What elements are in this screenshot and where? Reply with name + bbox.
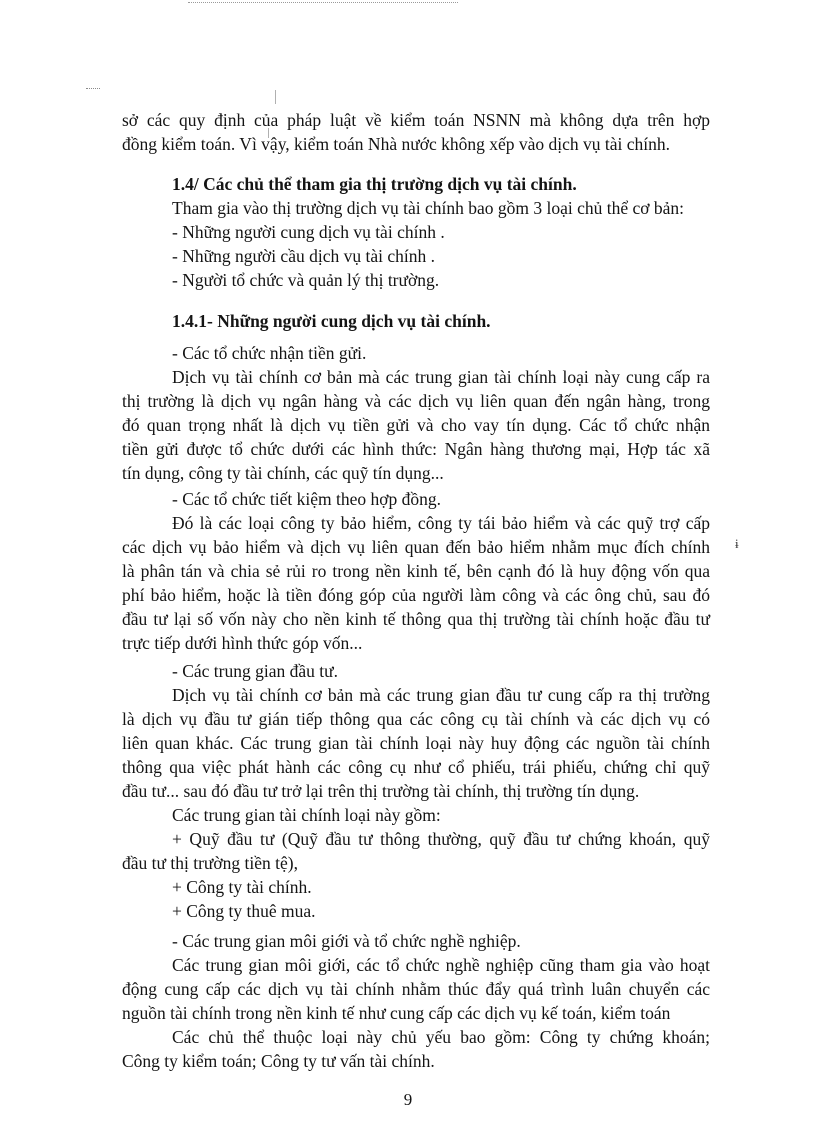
body-line: các dịch vụ bảo hiểm và dịch vụ liên quan đến bảo hiểm nhằm mục đích chính [122, 537, 710, 557]
margin-mark: ɨ [735, 536, 739, 551]
scan-artifact-left [86, 88, 100, 89]
body-line: Các trung gian tài chính loại này gồm: [172, 805, 441, 825]
body-line: đồng kiểm toán. Vì vậy, kiểm toán Nhà nước không xếp vào dịch vụ tài chính. [122, 134, 671, 154]
body-line: thị trường là dịch vụ ngân hàng và các dịch vụ liên quan đến ngân hàng, trong [122, 391, 710, 411]
body-line: tín dụng, công ty tài chính, các quỹ tín dụng... [122, 463, 444, 483]
list-item: - Người tổ chức và quản lý thị trường. [172, 270, 440, 290]
body-line: Dịch vụ tài chính cơ bản mà các trung gian tài chính loại này cung cấp ra [172, 367, 710, 387]
scan-artifact-top [188, 2, 458, 3]
scan-artifact-tick [275, 90, 276, 104]
body-line: nguồn tài chính trong nền kinh tế như cung cấp các dịch vụ kế toán, kiểm toán [122, 1003, 671, 1023]
body-line: đó quan trọng nhất là dịch vụ tiền gửi và cho vay tín dụng. Các tổ chức nhận [122, 415, 710, 435]
body-line: thông qua việc phát hành các công cụ như cổ phiếu, trái phiếu, chứng chỉ quỹ [122, 757, 710, 777]
body-line: Đó là các loại công ty bảo hiểm, công ty tái bảo hiểm và các quỹ trợ cấp [172, 513, 710, 533]
body-line: Tham gia vào thị trường dịch vụ tài chính bao gồm 3 loại chủ thể cơ bản: [172, 198, 685, 218]
item-title: - Các trung gian đầu tư. [172, 661, 338, 681]
body-line: phí bảo hiểm, hoặc là tiền đóng góp của người làm công và các ông chủ, sau đó [122, 585, 710, 605]
item-title: - Các tổ chức tiết kiệm theo hợp đồng. [172, 489, 442, 509]
body-line: đầu tư lại số vốn này cho nền kinh tế thông qua thị trường tài chính hoặc đầu tư [122, 609, 710, 629]
body-line: là phân tán và chia sẻ rủi ro trong nền kinh tế, bên cạnh đó là huy động vốn qua [122, 561, 710, 581]
page-number: 9 [403, 1090, 413, 1109]
body-line: Các trung gian môi giới, các tổ chức nghề nghiệp cũng tham gia vào hoạt [172, 955, 710, 975]
item-title: - Các trung gian môi giới và tổ chức nghề nghiệp. [172, 931, 521, 951]
body-line: động cung cấp các dịch vụ tài chính nhằm thúc đẩy quá trình luân chuyển các [122, 979, 710, 999]
body-line: Các chủ thể thuộc loại này chủ yếu bao gồm: Công ty chứng khoán; [172, 1027, 710, 1047]
list-item: - Những người cầu dịch vụ tài chính . [172, 246, 435, 266]
list-item: + Quỹ đầu tư (Quỹ đầu tư thông thường, quỹ đầu tư chứng khoán, quỹ [172, 829, 710, 849]
body-line: trực tiếp dưới hình thức góp vốn... [122, 633, 363, 653]
body-line: là dịch vụ đầu tư gián tiếp thông qua các công cụ tài chính và các dịch vụ có [122, 709, 710, 729]
list-item: đầu tư thị trường tiền tệ), [122, 853, 298, 873]
body-line: liên quan khác. Các trung gian tài chính loại này huy động các nguồn tài chính [122, 733, 710, 753]
body-line: Công ty kiểm toán; Công ty tư vấn tài chính. [122, 1051, 435, 1071]
subsection-heading: 1.4.1- Những người cung dịch vụ tài chính. [172, 311, 491, 331]
section-heading: 1.4/ Các chủ thể tham gia thị trường dịch vụ tài chính. [172, 174, 577, 194]
body-line: đầu tư... sau đó đầu tư trở lại trên thị trường tài chính, thị trường tín dụng. [122, 781, 640, 801]
item-title: - Các tổ chức nhận tiền gửi. [172, 343, 367, 363]
body-line: Dịch vụ tài chính cơ bản mà các trung gian đầu tư cung cấp ra thị trường [172, 685, 710, 705]
body-line: tiền gửi được tổ chức dưới các hình thức: Ngân hàng thương mại, Hợp tác xã [122, 439, 710, 459]
list-item: + Công ty tài chính. [172, 877, 312, 897]
list-item: - Những người cung dịch vụ tài chính . [172, 222, 445, 242]
body-line: sở các quy định của pháp luật về kiểm toán NSNN mà không dựa trên hợp [122, 110, 710, 130]
list-item: + Công ty thuê mua. [172, 901, 316, 921]
